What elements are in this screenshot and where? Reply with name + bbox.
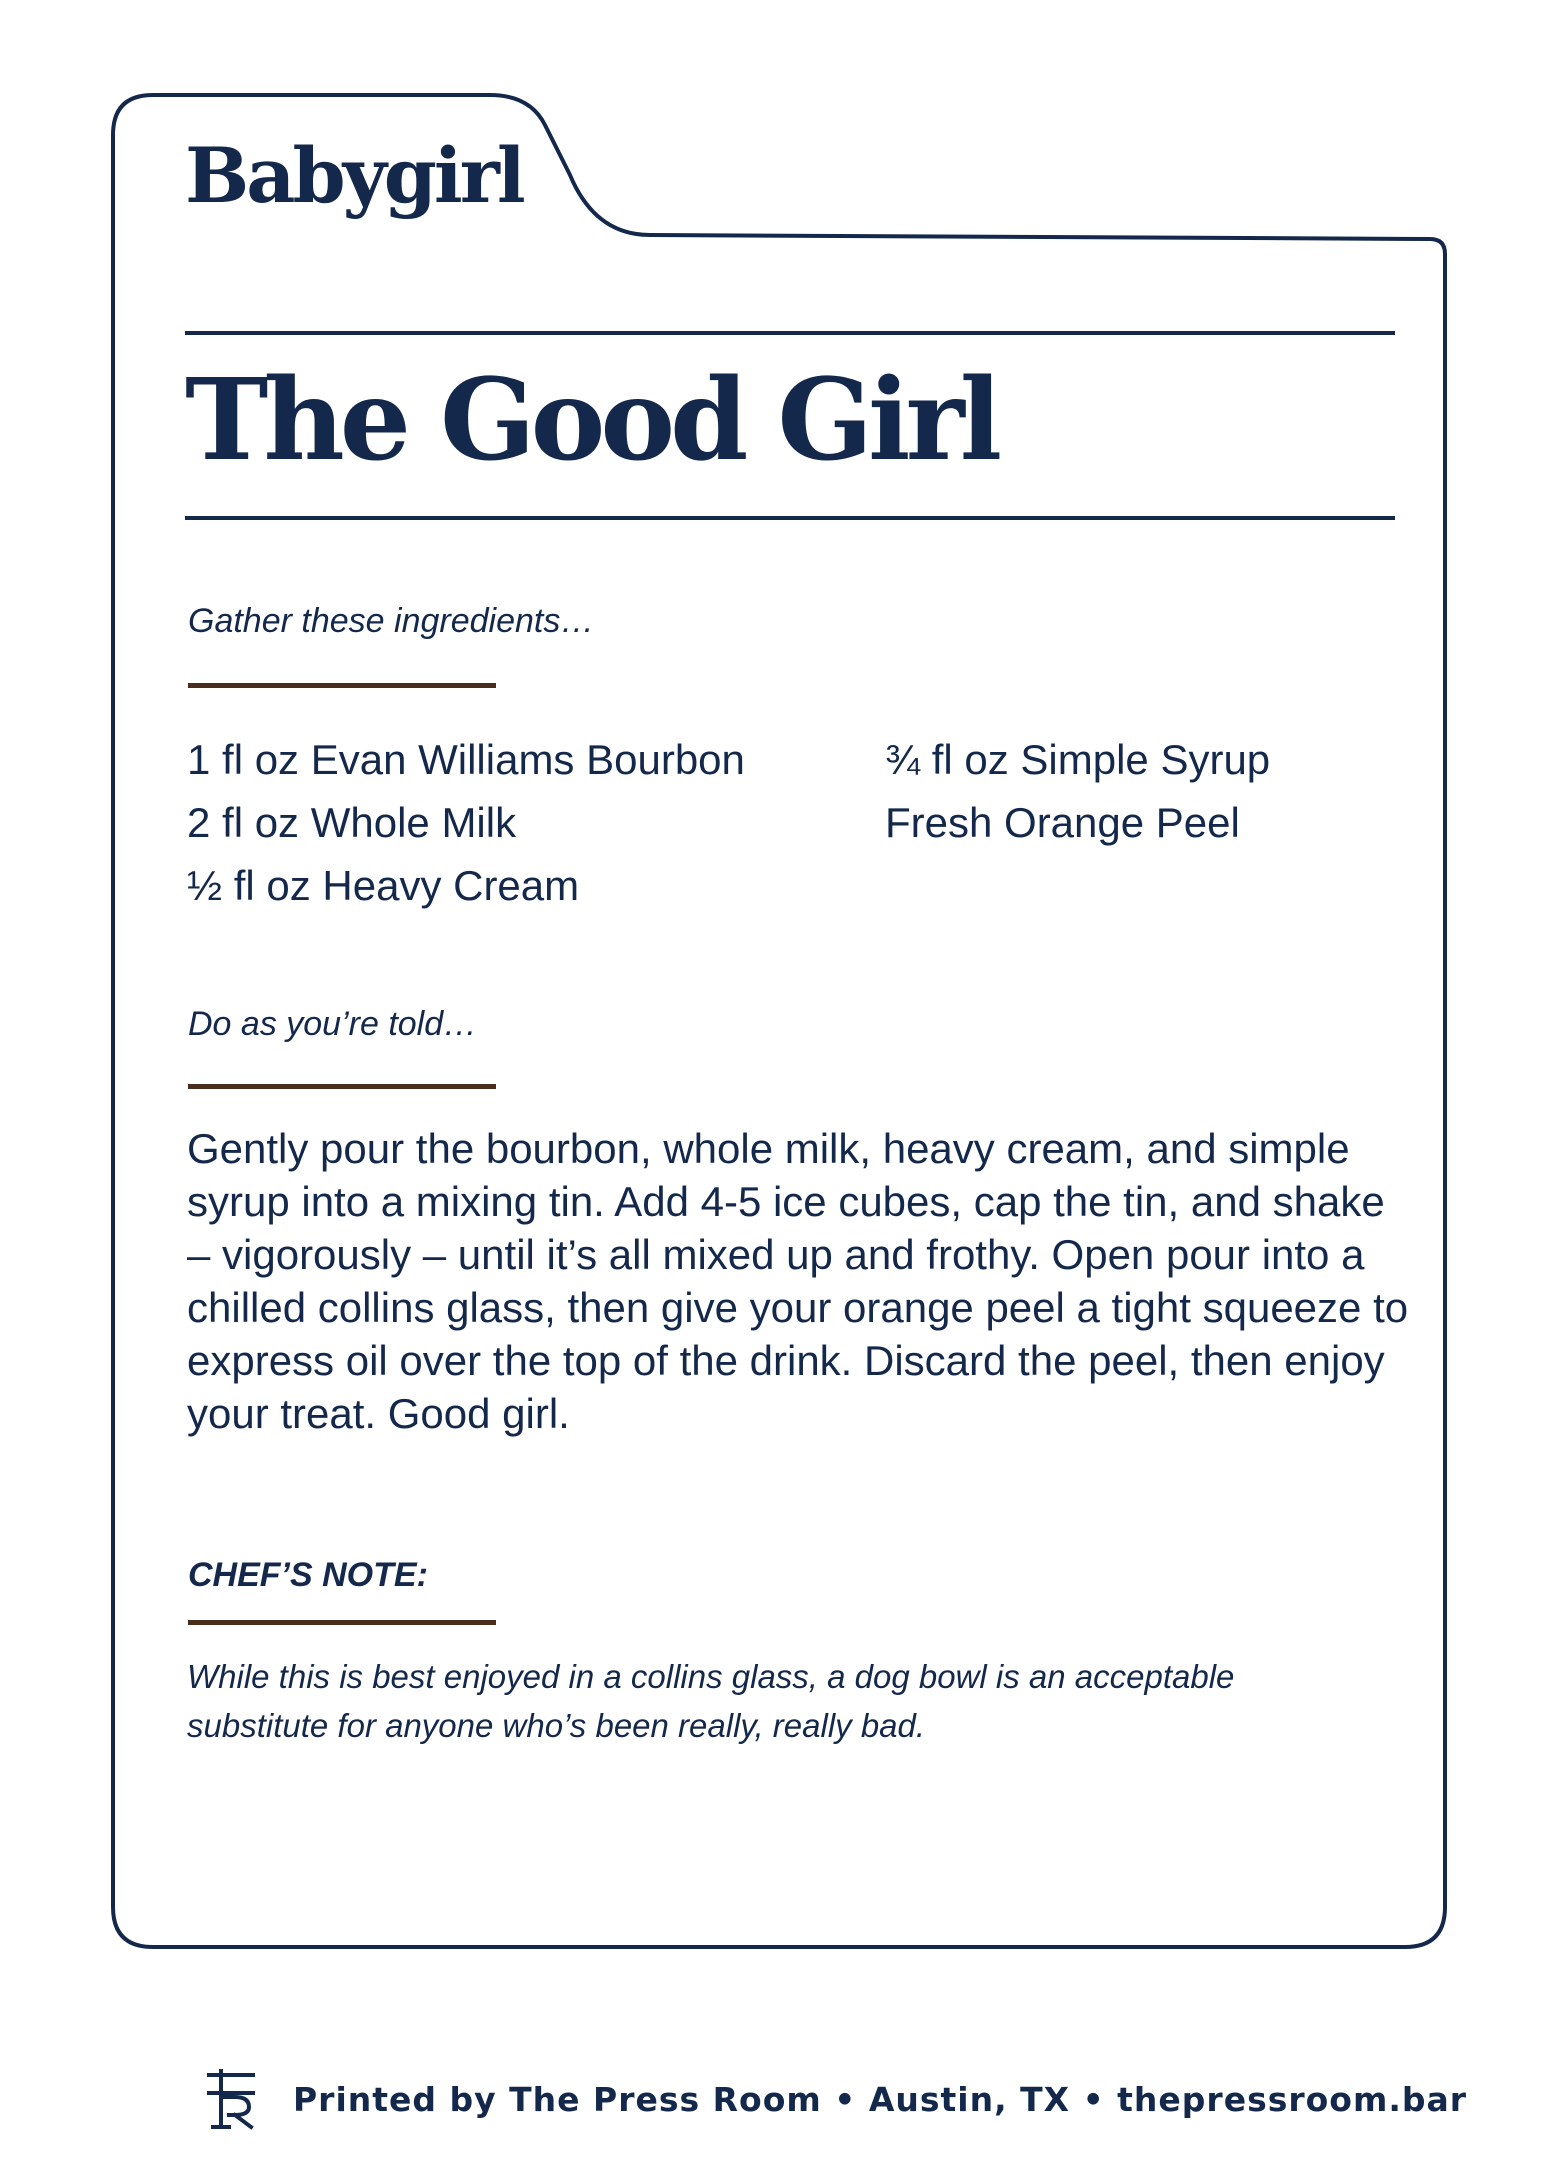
ingredient-item: 1 fl oz Evan Williams Bourbon	[187, 736, 745, 783]
recipe-title: The Good Girl	[185, 355, 998, 486]
title-rule-top	[185, 331, 1395, 335]
ingredient-item: Fresh Orange Peel	[885, 799, 1240, 846]
card-tab-label: Babygirl	[185, 131, 523, 220]
ingredients-accent-rule	[188, 683, 496, 688]
ingredient-item: 2 fl oz Whole Milk	[187, 799, 517, 846]
ingredients-list-left	[187, 728, 745, 917]
directions-text: Gently pour the bourbon, whole milk, heavy cream, and simple syrup into a mixing tin. Add 4-5 ice cubes, cap the tin, and shake – vigorously – until it’s all mixed up and frothy. Open pour into a chilled collins glass, then give your orange peel a tight squeeze to express oil over the top of the drink. Discard the peel, then enjoy your treat. Good girl.	[187, 1125, 1409, 1437]
chefs-note-accent-rule	[188, 1620, 496, 1625]
directions-accent-rule	[188, 1084, 496, 1089]
chefs-note-text: While this is best enjoyed in a collins glass, a dog bowl is an acceptable substitute for anyone who’s been really, really bad.	[187, 1658, 1235, 1744]
footer	[205, 2067, 1467, 2131]
press-room-monogram-icon	[205, 2067, 257, 2131]
footer-text: Printed by The Press Room • Austin, TX • thepressroom.bar	[293, 2079, 1468, 2119]
ingredients-list-right	[885, 728, 1270, 854]
ingredient-item: ½ fl oz Heavy Cream	[187, 862, 580, 909]
ingredients-heading: Gather these ingredients…	[188, 602, 595, 640]
title-rule-bottom	[185, 516, 1395, 520]
ingredient-item: ¾ fl oz Simple Syrup	[885, 736, 1271, 783]
chefs-note-heading: CHEF’S NOTE:	[188, 1556, 428, 1594]
directions-heading: Do as you’re told…	[188, 1005, 478, 1043]
